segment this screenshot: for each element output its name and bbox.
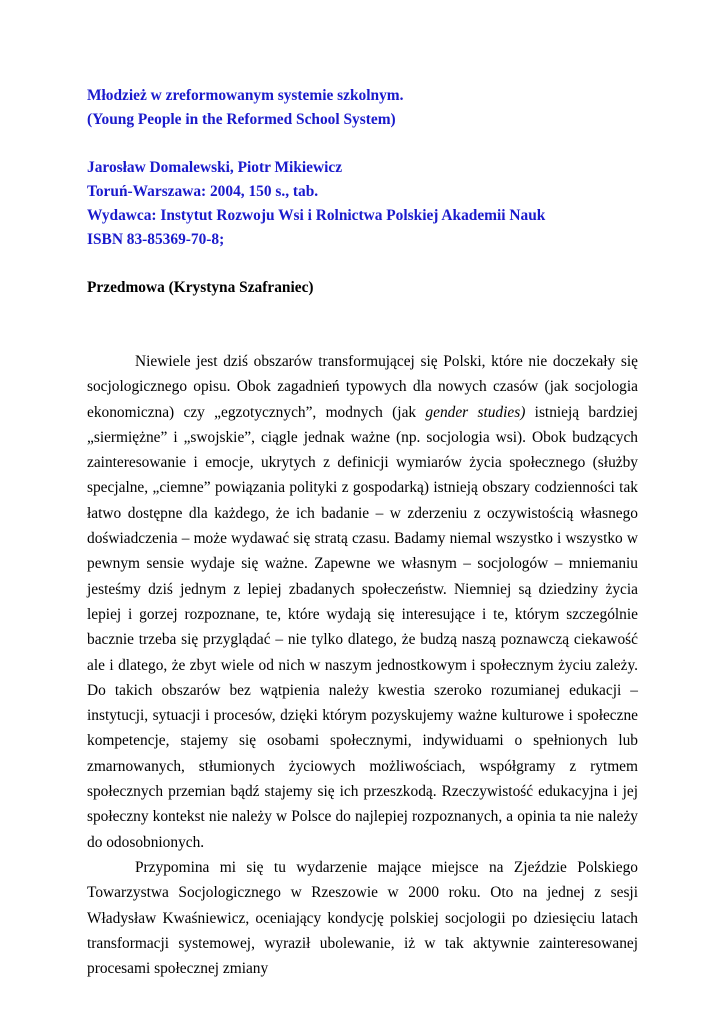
book-publisher: Wydawca: Instytut Rozwoju Wsi i Rolnictwa Polskiej Akademii Nauk: [87, 207, 546, 224]
paragraph-1-emphasis: gender studies): [425, 403, 526, 421]
book-title-polish: Młodzież w zreformowanym systemie szkolnym.: [87, 87, 404, 104]
paragraph-1-part-a: Niewiele jest dziś obszarów transformującej się Polski, które nie doczekały się socjologicznego opisu. Obok zagadnień typowych dla nowych czasów (jak socjologia ekonomiczna) czy „egzotycznych”, modnych (jak: [87, 353, 638, 421]
document-page: [87, 84, 638, 981]
book-title-english: (Young People in the Reformed School System): [87, 111, 396, 128]
book-authors: Jarosław Domalewski, Piotr Mikiewicz: [87, 159, 343, 176]
preface-body: [87, 349, 638, 981]
paragraph-1: [87, 349, 638, 855]
paragraph-2: Przypomina mi się tu wydarzenie mające miejsce na Zjeździe Polskiego Towarzystwa Socjologicznego w Rzeszowie w 2000 roku. Oto na jednej z sesji Władysław Kwaśniewicz, oceniający kondycję polskiej socjologii po dziesięciu latach transformacji systemowej, wyraził ubolewanie, iż w tak aktywnie zainteresowanej procesami społecznej zmiany: [87, 858, 638, 978]
book-isbn: ISBN 83-85369-70-8;: [87, 231, 225, 248]
preface-heading: Przedmowa (Krystyna Szafraniec): [87, 279, 314, 296]
book-place-year: Toruń-Warszawa: 2004, 150 s., tab.: [87, 183, 319, 200]
paragraph-1-part-b: istnieją bardziej „siermiężne” i „swojskie”, ciągle jednak ważne (np. socjologia wsi). Obok budzących zainteresowanie i emocje, ukrytych z definicji wymiarów życia społecznego (służby specjalne, „ciemne” powiązania polityki z gospodarką) istnieją obszary codzienności tak łatwo dostępne dla każdego, że ich badanie – w zderzeniu z oczywistością własnego doświadczenia – może wydawać się stratą czasu. Badamy niemal wszystko i wszystko w pewnym sensie wydaje się ważne. Zapewne we własnym – socjologów – mniemaniu jesteśmy dziś jednym z lepiej zbadanych społeczeństw. Niemniej są dziedziny życia lepiej i gorzej rozpoznane, te, które wydają się interesujące i te, którym szczególnie bacznie trzeba się przyglądać – nie tylko dlatego, że budzą naszą poznawczą ciekawość ale i dlatego, że zbyt wiele od nich w naszym jednostkowym i społecznym życiu zależy. Do takich obszarów bez wątpienia należy kwestia szeroko rozumianej edukacji – instytucji, sytuacji i procesów, dzięki którym pozyskujemy ważne kulturowe i społeczne kompetencje, stajemy się osobami społecznymi, indywiduami o spełnionych lub zmarnowanych, stłumionych życiowych możliwościach, współgramy z rytmem społecznych przemian bądź stajemy się ich przeszkodą. Rzeczywistość edukacyjna i jej społeczny kontekst nie należy w Polsce do najlepiej rozpoznanych, a opinia ta nie należy do odosobnionych.: [87, 403, 638, 851]
spacer: [87, 132, 638, 156]
